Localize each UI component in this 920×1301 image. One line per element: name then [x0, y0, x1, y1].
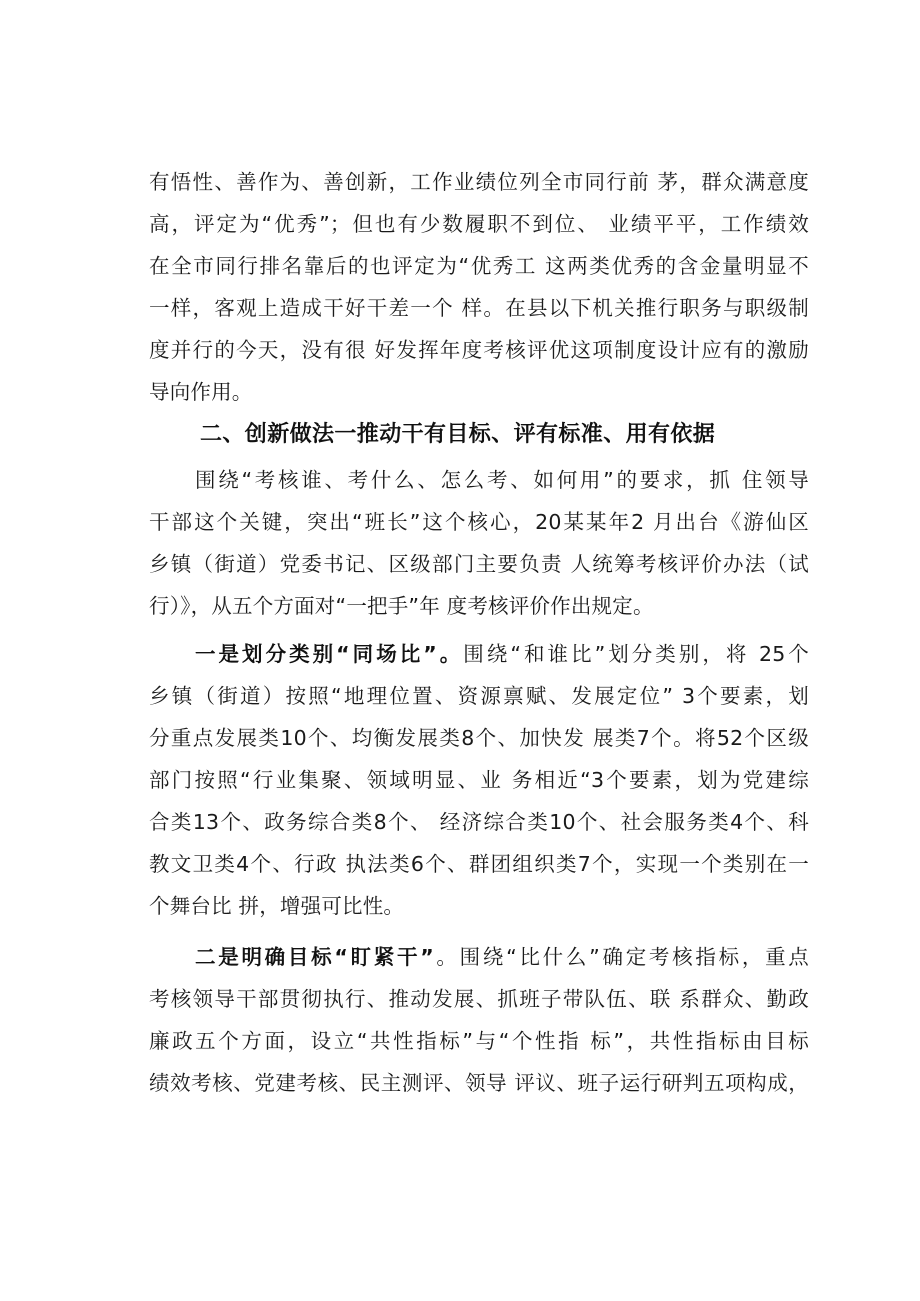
paragraph-2-line-4: 行）》，从五个方面对“一把手”年 度考核评价作出规定。	[149, 594, 654, 618]
paragraph-1-line-5: 度并行的今天，没有很 好发挥年度考核评优这项制度设计应有的激励	[149, 338, 809, 362]
paragraph-2-line-1: 围绕“考核谁、考什么、怎么考、如何用”的要求，抓 住领导	[195, 468, 809, 492]
paragraph-3-line-1	[195, 640, 809, 668]
paragraph-1-line-6: 导向作用。	[149, 380, 253, 404]
paragraph-3-line-5: 合类13个、政务综合类8个、 经济综合类10个、社会服务类4个、科	[149, 810, 809, 834]
paragraph-4-line-1	[195, 943, 809, 971]
paragraph-3-line-3: 分重点发展类10个、均衡发展类8个、加快发 展类7个。将52个区级	[149, 726, 809, 750]
paragraph-3-line-4: 部门按照“行业集聚、领域明显、业 务相近“3个要素，划为党建综	[149, 768, 809, 792]
paragraph-4-line-3: 廉政五个方面，设立“共性指标”与“个性指 标”，共性指标由目标	[149, 1029, 809, 1053]
paragraph-3-line-2: 乡镇（街道）按照“地理位置、资源禀赋、发展定位” 3个要素，划	[149, 684, 809, 708]
paragraph-4-line-1-text: 。围绕“比什么”确定考核指标，重点	[433, 945, 809, 969]
paragraph-4-lead: 二是明确目标“盯紧干”	[195, 945, 434, 969]
paragraph-3-line-6: 教文卫类4个、行政 执法类6个、群团组织类7个，实现一个类别在一	[149, 852, 809, 876]
paragraph-2-line-3: 乡镇（街道）党委书记、区级部门主要负责 人统筹考核评价办法（试	[149, 552, 809, 576]
paragraph-3-line-1-text: 围绕“和谁比”划分类别，将 25个	[463, 642, 809, 666]
section-heading: 二、创新做法一推动干有目标、评有标准、用有依据	[200, 422, 716, 447]
paragraph-4-line-2: 考核领导干部贯彻执行、推动发展、抓班子带队伍、联 系群众、勤政	[149, 987, 809, 1011]
paragraph-4-line-4: 绩效考核、党建考核、民主测评、领导 评议、班子运行研判五项构成，	[149, 1071, 809, 1095]
paragraph-1-line-2: 高，评定为“优秀”；但也有少数履职不到位、 业绩平平，工作绩效	[149, 212, 809, 236]
paragraph-1-line-4: 一样，客观上造成干好干差一个 样。在县以下机关推行职务与职级制	[149, 296, 809, 320]
paragraph-3-lead: 一是划分类别“同场比”。	[195, 642, 464, 666]
paragraph-1-line-3: 在全市同行排名靠后的也评定为“优秀工 这两类优秀的含金量明显不	[149, 254, 809, 278]
paragraph-2-line-2: 干部这个关键，突出“班长”这个核心，20某某年2 月出台《游仙区	[149, 510, 809, 534]
paragraph-3-line-7: 个舞台比 拼，增强可比性。	[149, 894, 405, 918]
paragraph-1-line-1: 有悟性、善作为、善创新，工作业绩位列全市同行前 茅，群众满意度	[149, 170, 809, 194]
